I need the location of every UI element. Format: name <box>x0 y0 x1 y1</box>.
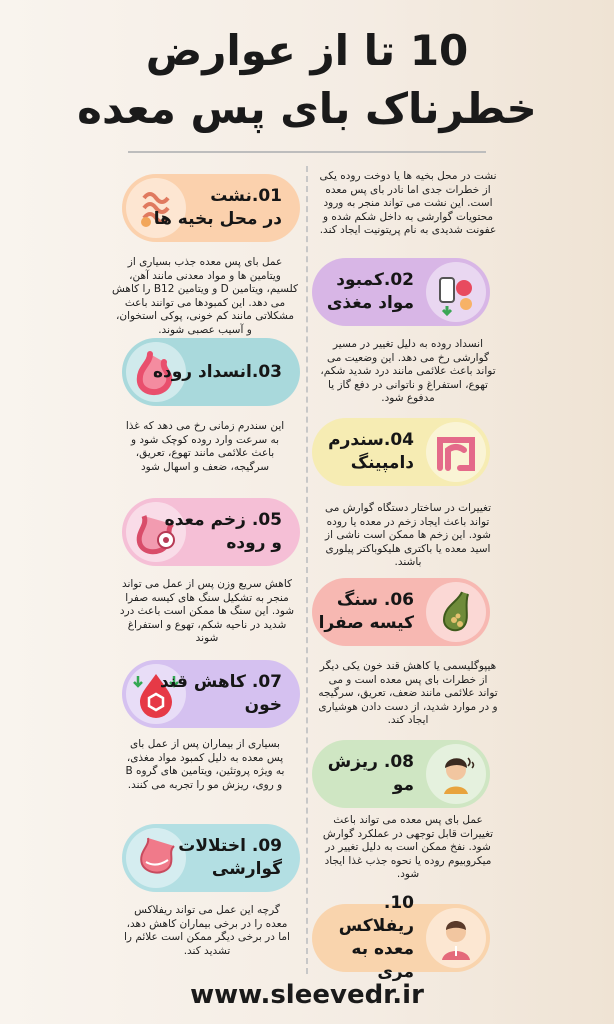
item-09-label-1: 09. اختلالات <box>178 836 282 857</box>
item-08-desc: بسیاری از بیماران پس از عمل بای پس معده به دلیل کمبود مواد مغذی، به ویژه پروتئین، ویتامین های گروه B و روی، ریزش مو را تجربه می کنند. <box>125 738 285 791</box>
item-01-desc: نشت در محل بخیه ها یا دوخت روده یکی از خطرات جدی اما نادر بای پس معده است. این نشت می تواند منجر به ورود محتویات گوارشی به داخل شکم شده و عفونت شدیدی به نام پریتونیت ایجاد کند. <box>319 170 497 236</box>
item-05-desc: تغییرات در ساختار دستگاه گوارش می تواند باعث ایجاد زخم در معده یا روده شود. این زخم ها ممکن است ناشی از اسید معده یا باکتری هلیکوباکتر پیلوری باشند. <box>324 502 492 568</box>
item-03-pill <box>122 338 300 406</box>
item-10-desc: گرچه این عمل می تواند ریفلاکس معده را در برخی بیماران کاهش دهد، اما در برخی دیگر ممکن است علائم را تشدید کند. <box>124 904 290 957</box>
item-05-pill <box>122 498 300 566</box>
item-09-desc: عمل بای پس معده می تواند باعث تغییرات قابل توجهی در عملکرد گوارش شود. نفخ ممکن است به دلیل تغییر در میکروبیوم روده یا نحوه جذب غذا ایجاد شود. <box>322 814 494 880</box>
website-url[interactable]: www.sleevedr.ir <box>190 980 424 1010</box>
item-09-label-2: گوارشی <box>211 859 282 879</box>
colon-icon <box>426 422 486 482</box>
title-divider <box>128 151 486 153</box>
item-07-label-2: خون <box>244 695 282 715</box>
item-07-label-1: 07. کاهش قند <box>160 672 282 693</box>
item-10-label-2: معده به مری <box>351 939 414 982</box>
timeline-divider <box>306 166 308 974</box>
digestive-icon <box>126 828 186 888</box>
item-02-label-1: 02.کمبود <box>336 270 414 291</box>
item-10-label-1: 10. ریفلاکس <box>338 893 414 937</box>
item-04-label-2: دامپینگ <box>350 453 414 473</box>
item-06-label-1: 06. سنگ <box>336 590 414 611</box>
item-08-pill <box>312 740 490 808</box>
item-06-label-2: کیسه صفرا <box>318 613 414 633</box>
item-04-desc: این سندرم زمانی رخ می دهد که غذا به سرعت وارد روده کوچک شود و باعث علائمی مانند تهوع، تعریق، سرگیجه، ضعف و اسهال شود <box>125 420 285 473</box>
item-01-label-1: 01.نشت <box>210 186 282 207</box>
item-06-pill <box>312 578 490 646</box>
reflux-icon <box>426 908 486 968</box>
item-03-label-1: 03.انسداد روده <box>152 361 282 382</box>
item-01-pill <box>122 174 300 242</box>
item-03-desc: انسداد روده به دلیل تغییر در مسیر گوارشی رخ می دهد. این وضعیت می تواند باعث علائمی مانند درد شدید شکم، تهوع، استفراغ و ناتوانی در دفع گاز یا مدفوع شود. <box>320 338 496 404</box>
item-01-label-2: در محل بخیه ها <box>153 209 282 229</box>
item-09-pill <box>122 824 300 892</box>
hair-loss-icon <box>426 744 486 804</box>
item-04-label-1: 04.سندرم <box>328 430 414 451</box>
title-line-2: خطرناک بای پس معده <box>77 84 537 133</box>
item-02-label-2: مواد مغذی <box>326 293 414 313</box>
item-04-pill <box>312 418 490 486</box>
gallstone-icon <box>426 582 486 642</box>
item-02-desc: عمل بای پس معده جذب بسیاری از ویتامین ها و مواد معدنی مانند آهن، کلسیم، ویتامین D و ویتامین B12 را کاهش می دهد. این کمبودها می توانند باعث مشکلاتی مانند کم خونی، پوکی استخوان، و آسیب عصبی شوند. <box>112 256 298 336</box>
item-07-pill <box>122 660 300 728</box>
item-05-label-2: و روده <box>226 533 282 553</box>
item-06-desc: کاهش سریع وزن پس از عمل می تواند منجر به تشکیل سنگ های کیسه صفرا شود. این سنگ ها ممکن است باعث درد شدید در ناحیه شکم، تهوع و استفراغ شوند <box>119 578 295 644</box>
item-10-pill <box>312 893 490 982</box>
nutrition-icon <box>426 262 486 322</box>
item-08-label-1: 08. ریزش مو <box>327 752 414 795</box>
title-line-1: 10 تا از عوارض <box>145 26 469 75</box>
item-07-desc: هیپوگلیسمی یا کاهش قند خون یکی دیگر از خطرات بای پس معده است و می تواند علائمی مانند ضعف، تعریق، سرگیجه و در موارد شدید، از دست دادن هوشیاری ایجاد کند. <box>318 660 498 726</box>
item-05-label-1: 05. زخم معده <box>164 510 282 531</box>
item-02-pill <box>312 258 490 326</box>
